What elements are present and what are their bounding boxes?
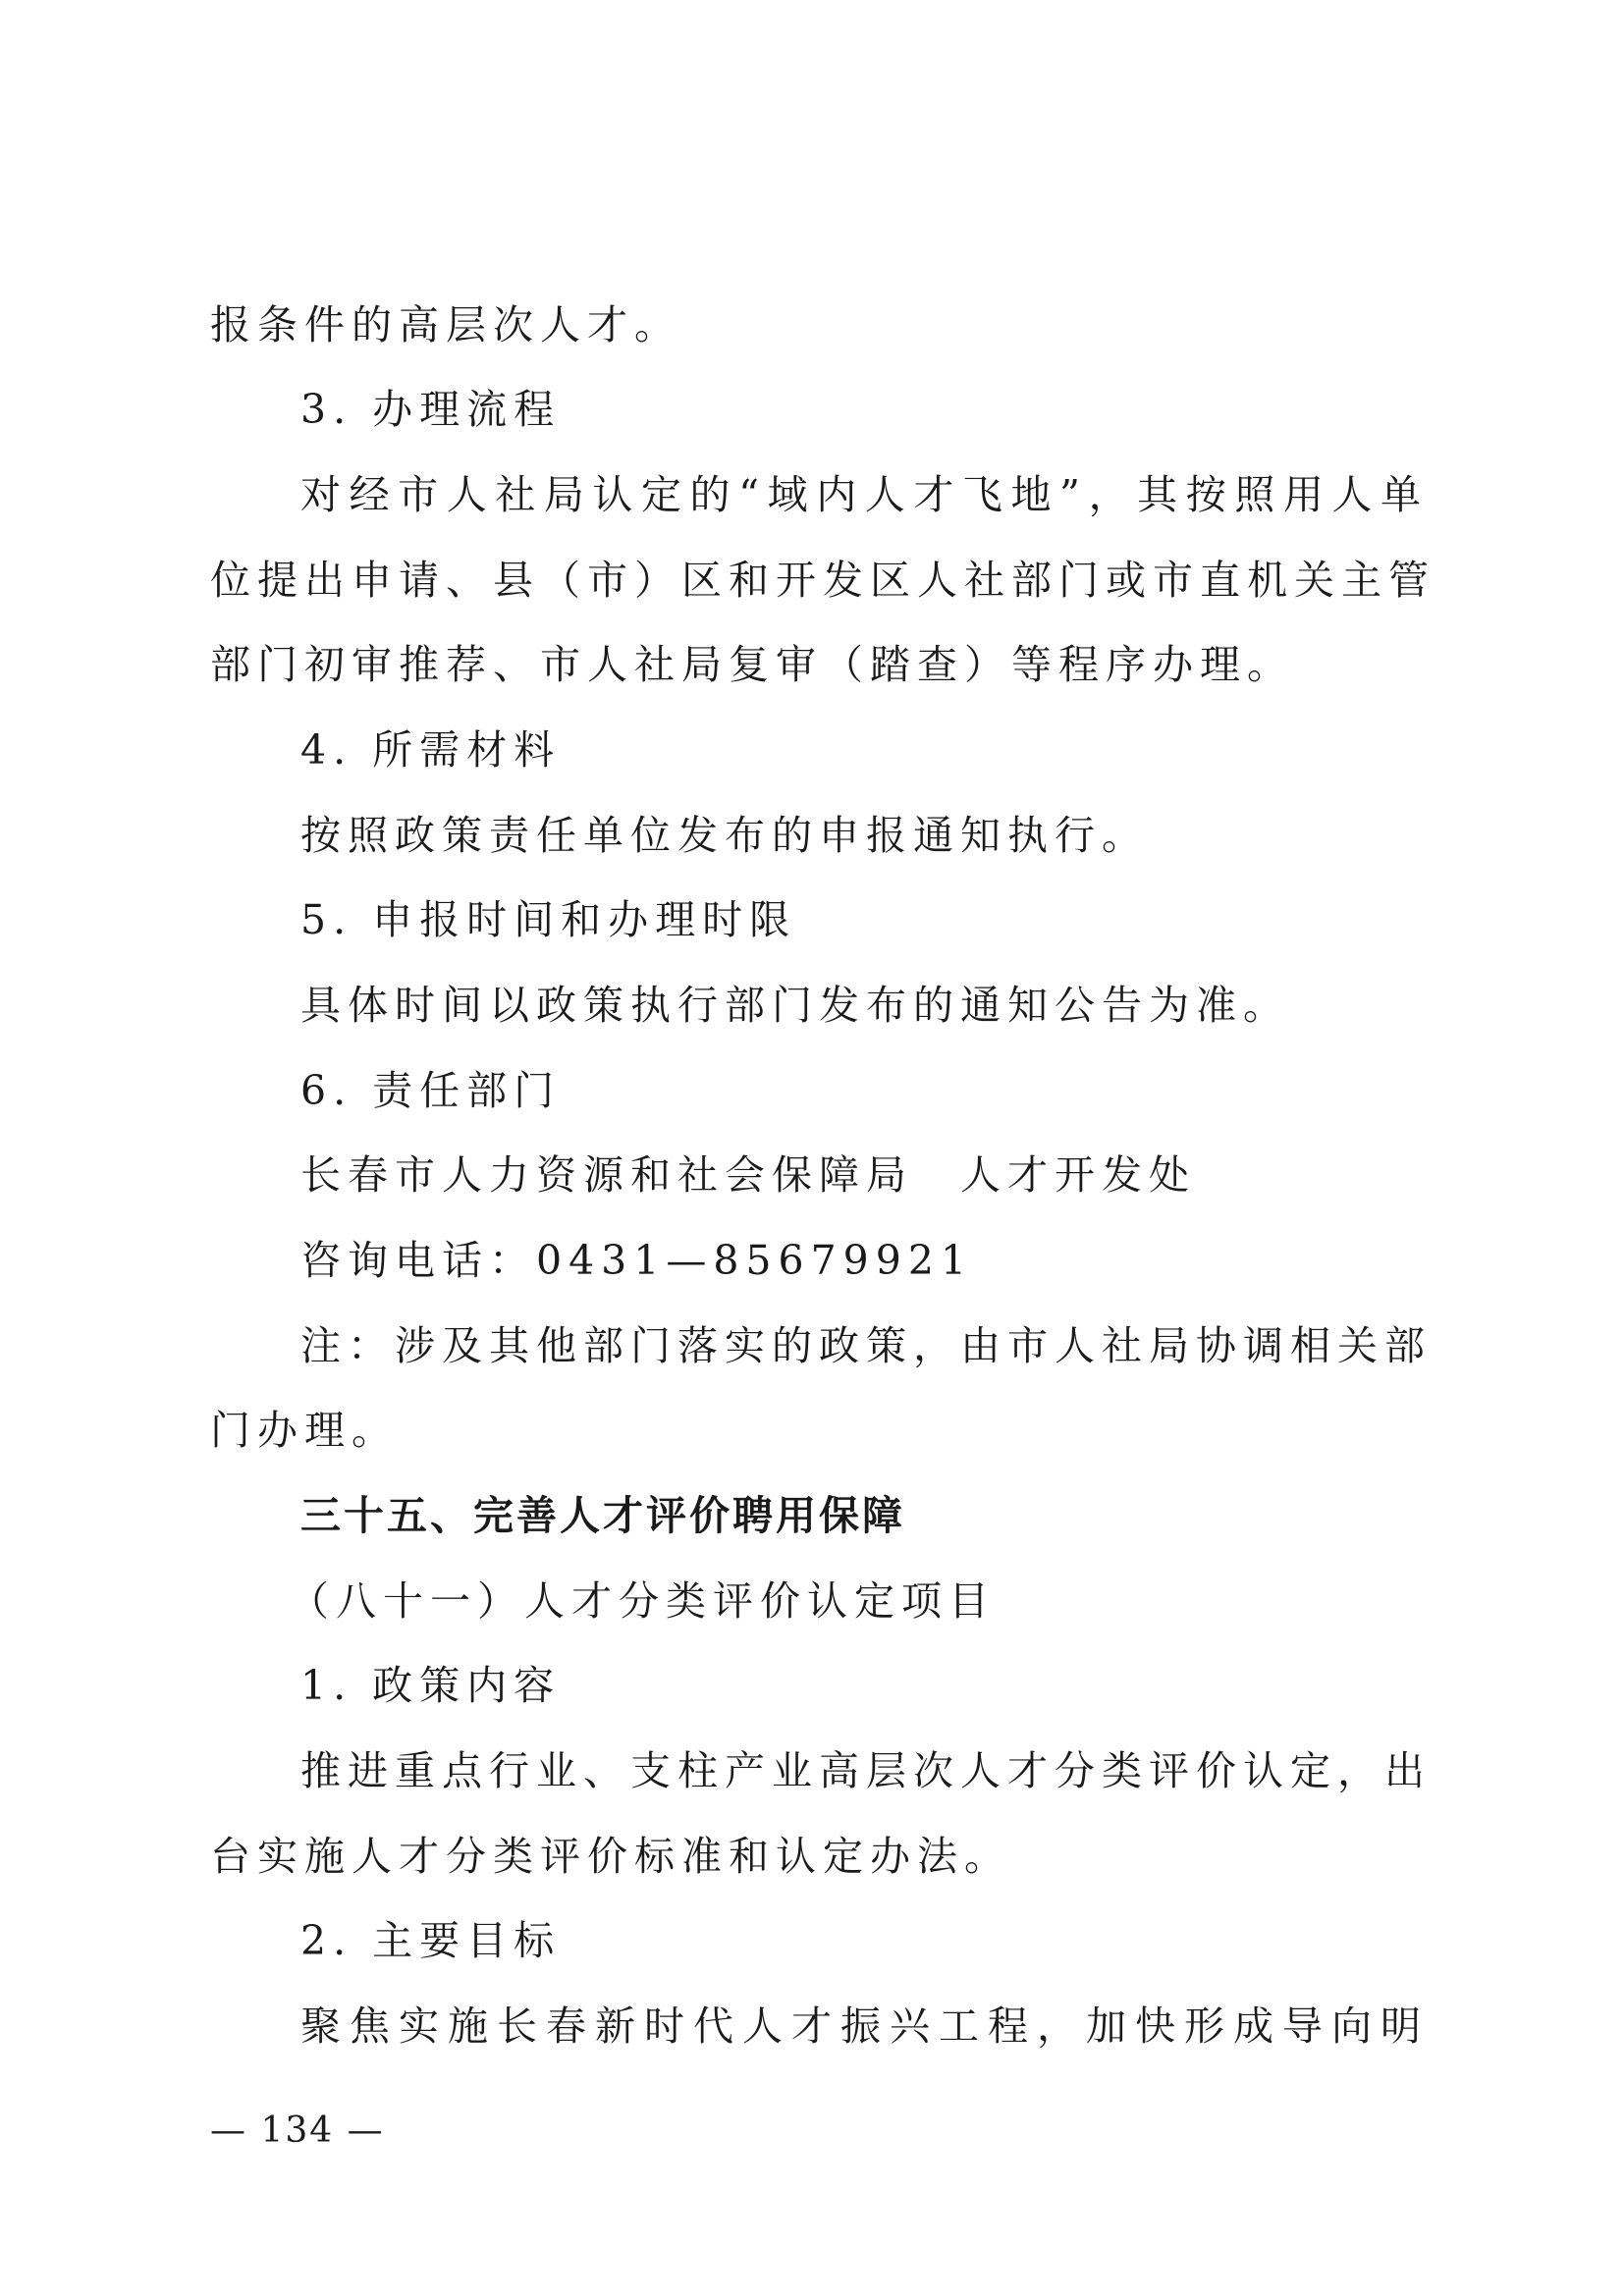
paragraph-line: 对经市人社局认定的“域内人才飞地”，其按照用人单 bbox=[300, 471, 1428, 518]
section-heading-materials: 4. 所需材料 bbox=[300, 726, 562, 774]
section-heading-time: 5. 申报时间和办理时限 bbox=[300, 896, 797, 943]
paragraph-line: 台实施人才分类评价标准和认定办法。 bbox=[210, 1833, 1011, 1880]
chapter-heading: 三十五、完善人才评价聘用保障 bbox=[300, 1492, 905, 1539]
paragraph-line: 位提出申请、县（市）区和开发区人社部门或市直机关主管 bbox=[210, 557, 1435, 604]
page-number: — 134 — bbox=[210, 2110, 385, 2151]
paragraph-line: 具体时间以政策执行部门发布的通知公告为准。 bbox=[300, 982, 1290, 1029]
department-name: 长春市人力资源和社会保障局 人才开发处 bbox=[300, 1151, 1196, 1199]
section-heading-goals: 2. 主要目标 bbox=[300, 1917, 562, 1964]
paragraph-line: 推进重点行业、支柱产业高层次人才分类评价认定，出 bbox=[300, 1747, 1432, 1794]
paragraph-line: 部门初审推荐、市人社局复审（踏查）等程序办理。 bbox=[210, 641, 1294, 688]
section-heading-department: 6. 责任部门 bbox=[300, 1067, 562, 1114]
paragraph-line: 聚焦实施长春新时代人才振兴工程，加快形成导向明 bbox=[300, 2002, 1428, 2050]
paragraph-line: 按照政策责任单位发布的申报通知执行。 bbox=[300, 812, 1149, 859]
contact-phone: 咨询电话：0431—85679921 bbox=[300, 1237, 974, 1284]
item-heading: （八十一）人才分类评价认定项目 bbox=[289, 1577, 996, 1625]
note-line: 注：涉及其他部门落实的政策，由市人社局协调相关部 bbox=[300, 1322, 1432, 1369]
section-heading-process: 3. 办理流程 bbox=[300, 386, 562, 433]
note-line: 门办理。 bbox=[210, 1407, 399, 1454]
paragraph-continuation: 报条件的高层次人才。 bbox=[210, 301, 681, 348]
section-heading-content: 1. 政策内容 bbox=[300, 1662, 562, 1709]
